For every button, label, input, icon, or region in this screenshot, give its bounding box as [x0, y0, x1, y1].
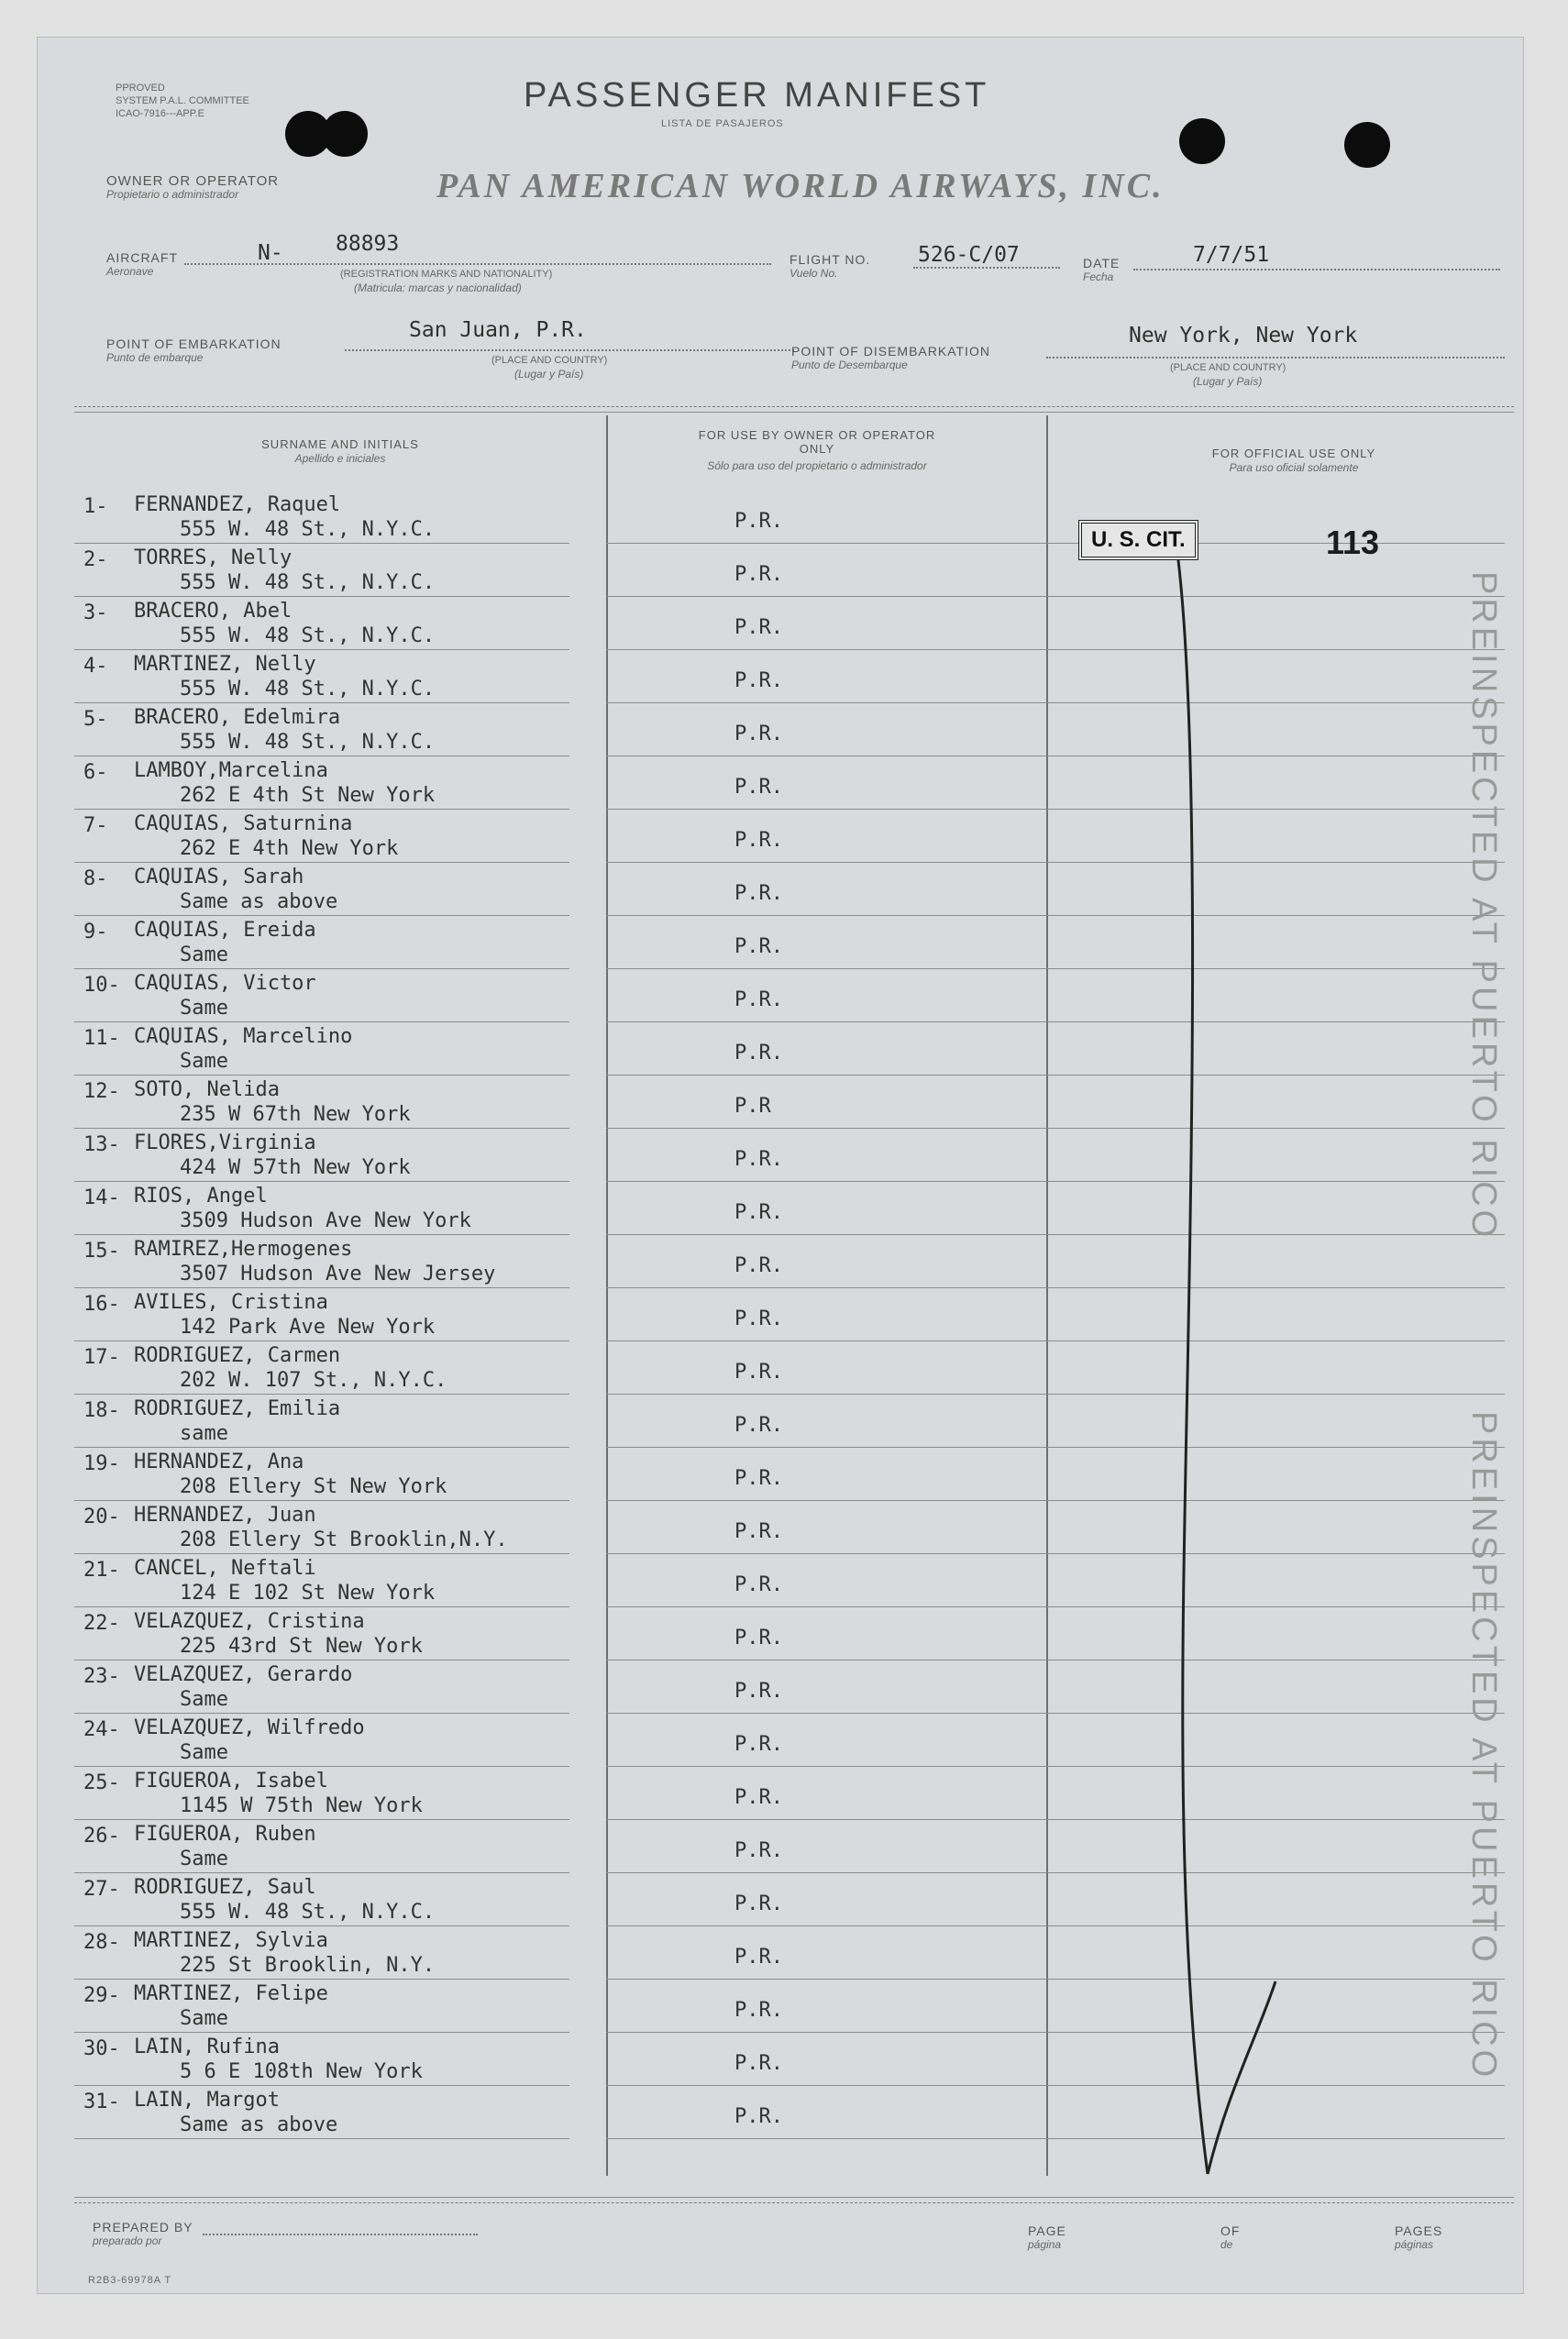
- disembark-underline: [1046, 357, 1505, 359]
- passenger-address: 235 W 67th New York: [180, 1103, 411, 1126]
- preinspected-stamp: PREINSPECTED AT PUERTO RICO: [1464, 571, 1503, 1241]
- operator-mark: P.R.: [734, 616, 783, 639]
- operator-mark: P.R.: [734, 1627, 783, 1649]
- row-number: 12-: [83, 1080, 120, 1103]
- row-rule: [606, 2138, 1505, 2139]
- passenger-address: 555 W. 48 St., N.Y.C.: [180, 518, 436, 541]
- passenger-address: 202 W. 107 St., N.Y.C.: [180, 1369, 447, 1392]
- row-rule: [74, 1394, 569, 1395]
- row-number: 6-: [83, 761, 108, 784]
- passenger-address: 124 E 102 St New York: [180, 1582, 436, 1605]
- row-rule: [606, 649, 1505, 650]
- operator-mark: P.R.: [734, 1148, 783, 1171]
- page-title: PASSENGER MANIFEST: [524, 76, 990, 115]
- row-rule: [74, 1128, 569, 1129]
- column-header-surname-es: Apellido e iniciales: [294, 452, 386, 465]
- embark-underline: [345, 349, 794, 351]
- row-rule: [606, 968, 1505, 969]
- date-label: DATE: [1083, 256, 1121, 270]
- passenger-address: 555 W. 48 St., N.Y.C.: [180, 731, 436, 754]
- passenger-name: LAIN, Rufina: [134, 2036, 280, 2058]
- passenger-address: Same: [180, 997, 228, 1020]
- row-rule: [606, 1925, 1505, 1926]
- passenger-name: VELAZQUEZ, Gerardo: [134, 1663, 353, 1686]
- row-rule: [606, 2032, 1505, 2033]
- column-header-surname: SURNAME AND INITIALS: [261, 437, 419, 451]
- row-rule: [606, 1394, 1505, 1395]
- aircraft-label-es: Aeronave: [106, 265, 154, 278]
- punch-hole-icon: [1344, 122, 1390, 168]
- passenger-address: 555 W. 48 St., N.Y.C.: [180, 624, 436, 647]
- passenger-name: HERNANDEZ, Ana: [134, 1451, 304, 1473]
- row-rule: [74, 1500, 569, 1501]
- row-number: 24-: [83, 1718, 120, 1741]
- passenger-name: CAQUIAS, Victor: [134, 972, 316, 995]
- disembark-note: (PLACE AND COUNTRY): [1170, 362, 1286, 373]
- passenger-name: SOTO, Nelida: [134, 1078, 280, 1101]
- row-number: 10-: [83, 974, 120, 997]
- operator-mark: P.R.: [734, 1414, 783, 1437]
- row-rule: [74, 1872, 569, 1873]
- passenger-address: 424 W 57th New York: [180, 1156, 411, 1179]
- disembark-label: POINT OF DISEMBARKATION: [791, 344, 990, 359]
- row-rule: [74, 915, 569, 916]
- row-rule: [74, 1766, 569, 1767]
- row-rule: [606, 1021, 1505, 1022]
- row-rule: [606, 862, 1505, 863]
- footer-rule: [74, 2197, 1514, 2198]
- flight-value: 526-C/07: [918, 243, 1020, 267]
- passenger-address: 555 W. 48 St., N.Y.C.: [180, 1901, 436, 1924]
- punch-hole-icon: [322, 111, 368, 157]
- row-number: 30-: [83, 2037, 120, 2060]
- passenger-address: 208 Ellery St Brooklin,N.Y.: [180, 1528, 508, 1551]
- embark-note-es: (Lugar y País): [514, 368, 584, 381]
- row-rule: [74, 1234, 569, 1235]
- row-number: 2-: [83, 548, 108, 571]
- row-rule: [606, 1075, 1505, 1076]
- passenger-name: FLORES,Virginia: [134, 1131, 316, 1154]
- passenger-name: RODRIGUEZ, Saul: [134, 1876, 316, 1899]
- row-number: 5-: [83, 708, 108, 731]
- passenger-name: CAQUIAS, Saturnina: [134, 812, 353, 835]
- passenger-address: 208 Ellery St New York: [180, 1475, 447, 1498]
- row-rule: [74, 862, 569, 863]
- aircraft-value: 88893: [336, 232, 400, 256]
- row-number: 16-: [83, 1293, 120, 1316]
- row-rule: [74, 702, 569, 703]
- row-rule: [606, 1872, 1505, 1873]
- row-rule: [606, 1181, 1505, 1182]
- row-rule: [74, 2138, 569, 2139]
- passenger-name: FIGUEROA, Isabel: [134, 1770, 328, 1793]
- operator-mark: P.R.: [734, 1573, 783, 1596]
- disembark-label-es: Punto de Desembarque: [791, 359, 908, 371]
- row-number: 22-: [83, 1612, 120, 1635]
- passenger-name: VELAZQUEZ, Wilfredo: [134, 1716, 365, 1739]
- approval-block: [116, 82, 249, 120]
- date-value: 7/7/51: [1193, 243, 1270, 267]
- row-rule: [74, 809, 569, 810]
- passenger-address: 3509 Hudson Ave New York: [180, 1209, 471, 1232]
- row-rule: [606, 2085, 1505, 2086]
- passenger-name: CANCEL, Neftali: [134, 1557, 316, 1580]
- row-rule: [606, 1819, 1505, 1820]
- row-rule: [74, 1713, 569, 1714]
- operator-mark: P.R.: [734, 1733, 783, 1756]
- operator-mark: P.R.: [734, 563, 783, 586]
- aircraft-label: AIRCRAFT: [106, 250, 178, 265]
- table-top-rule: [74, 412, 1514, 413]
- row-number: 26-: [83, 1825, 120, 1848]
- row-number: 27-: [83, 1878, 120, 1901]
- disembark-note-es: (Lugar y País): [1193, 375, 1263, 388]
- footer-rule: [74, 2202, 1514, 2203]
- row-rule: [606, 1234, 1505, 1235]
- passenger-name: BRACERO, Abel: [134, 600, 293, 623]
- passenger-address: 225 43rd St New York: [180, 1635, 423, 1658]
- operator-mark: P.R.: [734, 1042, 783, 1065]
- row-rule: [74, 1181, 569, 1182]
- passenger-address: 142 Park Ave New York: [180, 1316, 436, 1339]
- approval-line: ICAO-7916---APP.E: [116, 108, 205, 119]
- operator-mark: P.R.: [734, 1307, 783, 1330]
- row-rule: [74, 1287, 569, 1288]
- passenger-address: 262 E 4th St New York: [180, 784, 436, 807]
- passenger-name: RIOS, Angel: [134, 1185, 268, 1208]
- operator-mark: P.R.: [734, 2052, 783, 2075]
- column-header-operator-es: Sólo para uso del propietario o administrador: [707, 459, 927, 472]
- manifest-sheet: [37, 37, 1524, 2294]
- row-rule: [606, 1553, 1505, 1554]
- row-number: 14-: [83, 1186, 120, 1209]
- page-title-es: LISTA DE PASAJEROS: [661, 118, 784, 129]
- approval-line: SYSTEM P.A.L. COMMITTEE: [116, 95, 249, 106]
- prepared-by-underline: [203, 2234, 478, 2235]
- passenger-name: MARTINEZ, Nelly: [134, 653, 316, 676]
- row-number: 19-: [83, 1452, 120, 1475]
- form-code: R2B3-69978A T: [88, 2275, 172, 2286]
- passenger-address: 555 W. 48 St., N.Y.C.: [180, 571, 436, 594]
- punch-hole-icon: [1179, 118, 1225, 164]
- row-number: 18-: [83, 1399, 120, 1422]
- registration-note: (REGISTRATION MARKS AND NATIONALITY): [340, 269, 553, 280]
- operator-mark: P.R.: [734, 1892, 783, 1915]
- row-rule: [74, 1447, 569, 1448]
- table-row: [38, 491, 1523, 545]
- row-number: 9-: [83, 921, 108, 943]
- prepared-by-label-es: preparado por: [93, 2234, 162, 2247]
- passenger-address: 262 E 4th New York: [180, 837, 399, 860]
- row-number: 8-: [83, 867, 108, 890]
- row-rule: [74, 543, 569, 544]
- row-number: 13-: [83, 1133, 120, 1156]
- approval-line: PPROVED: [116, 83, 165, 94]
- row-number: 31-: [83, 2091, 120, 2113]
- row-rule: [606, 1766, 1505, 1767]
- passenger-count: 113: [1326, 524, 1380, 561]
- operator-mark: P.R.: [734, 669, 783, 692]
- passenger-address: 555 W. 48 St., N.Y.C.: [180, 678, 436, 701]
- row-rule: [606, 809, 1505, 810]
- prepared-by-label: PREPARED BY: [93, 2220, 193, 2234]
- passenger-name: CAQUIAS, Ereida: [134, 919, 316, 942]
- passenger-address: Same: [180, 2007, 228, 2030]
- embark-label-es: Punto de embarque: [106, 351, 204, 364]
- row-number: 3-: [83, 601, 108, 624]
- passenger-name: AVILES, Cristina: [134, 1291, 328, 1314]
- owner-label: OWNER OR OPERATOR: [106, 173, 280, 189]
- row-number: 25-: [83, 1771, 120, 1794]
- pages-label-es: páginas: [1395, 2238, 1434, 2251]
- operator-mark: P.R.: [734, 1520, 783, 1543]
- passenger-name: HERNANDEZ, Juan: [134, 1504, 316, 1527]
- flight-underline: [913, 267, 1060, 269]
- passenger-address: 5 6 E 108th New York: [180, 2060, 423, 2083]
- operator-mark: P.R.: [734, 829, 783, 852]
- owner-label-es: Propietario o administrador: [106, 188, 239, 201]
- operator-mark: P.R.: [734, 1999, 783, 2022]
- operator-mark: P.R.: [734, 510, 783, 533]
- aircraft-prefix: N-: [258, 241, 283, 265]
- row-rule: [606, 1128, 1505, 1129]
- row-rule: [606, 915, 1505, 916]
- flight-label: FLIGHT NO.: [790, 252, 871, 267]
- row-rule: [74, 1021, 569, 1022]
- row-rule: [74, 1075, 569, 1076]
- operator-name: PAN AMERICAN WORLD AIRWAYS, INC.: [436, 167, 1165, 205]
- passenger-address: 225 St Brooklin, N.Y.: [180, 1954, 436, 1977]
- passenger-name: FERNANDEZ, Raquel: [134, 493, 341, 516]
- row-number: 1-: [83, 495, 108, 518]
- pages-label: PAGES: [1395, 2223, 1443, 2238]
- row-number: 17-: [83, 1346, 120, 1369]
- passenger-name: VELAZQUEZ, Cristina: [134, 1610, 365, 1633]
- operator-mark: P.R.: [734, 988, 783, 1011]
- row-rule: [74, 968, 569, 969]
- row-rule: [606, 1447, 1505, 1448]
- row-number: 28-: [83, 1931, 120, 1954]
- row-number: 4-: [83, 655, 108, 678]
- operator-mark: P.R.: [734, 1201, 783, 1224]
- aircraft-underline: [184, 263, 771, 265]
- row-rule: [606, 1287, 1505, 1288]
- row-number: 29-: [83, 1984, 120, 2007]
- row-number: 23-: [83, 1665, 120, 1688]
- row-number: 15-: [83, 1240, 120, 1263]
- row-number: 7-: [83, 814, 108, 837]
- passenger-address: 1145 W 75th New York: [180, 1794, 423, 1817]
- passenger-name: RODRIGUEZ, Emilia: [134, 1397, 341, 1420]
- operator-mark: P.R: [734, 1095, 771, 1118]
- row-rule: [74, 1925, 569, 1926]
- operator-mark: P.R.: [734, 723, 783, 745]
- embark-label: POINT OF EMBARKATION: [106, 337, 282, 351]
- passenger-name: MARTINEZ, Sylvia: [134, 1929, 328, 1952]
- column-header-official-es: Para uso oficial solamente: [1229, 461, 1359, 474]
- operator-mark: P.R.: [734, 882, 783, 905]
- passenger-address: 3507 Hudson Ave New Jersey: [180, 1263, 496, 1285]
- row-rule: [74, 2032, 569, 2033]
- registration-note-es: (Matricula: marcas y nacionalidad): [354, 281, 522, 294]
- row-rule: [606, 1979, 1505, 1980]
- row-number: 11-: [83, 1027, 120, 1050]
- passenger-address: Same as above: [180, 2113, 338, 2136]
- operator-mark: P.R.: [734, 1946, 783, 1969]
- row-rule: [606, 702, 1505, 703]
- passenger-name: CAQUIAS, Sarah: [134, 866, 304, 888]
- column-header-operator: FOR USE BY OWNER OR OPERATOR ONLY: [698, 428, 936, 456]
- passenger-address: same: [180, 1422, 228, 1445]
- passenger-name: LAIN, Margot: [134, 2089, 280, 2112]
- embark-value: San Juan, P.R.: [409, 318, 587, 342]
- row-rule: [74, 1819, 569, 1820]
- passenger-name: BRACERO, Edelmira: [134, 706, 341, 729]
- passenger-address: Same: [180, 1688, 228, 1711]
- date-underline: [1133, 269, 1500, 270]
- passenger-name: RODRIGUEZ, Carmen: [134, 1344, 341, 1367]
- row-number: 21-: [83, 1559, 120, 1582]
- operator-mark: P.R.: [734, 776, 783, 799]
- preinspected-stamp: PREINSPECTED AT PUERTO RICO: [1464, 1411, 1503, 2081]
- passenger-address: Same: [180, 943, 228, 966]
- operator-mark: P.R.: [734, 1467, 783, 1490]
- of-label-es: de: [1220, 2238, 1233, 2251]
- embark-note: (PLACE AND COUNTRY): [491, 355, 608, 366]
- operator-mark: P.R.: [734, 1786, 783, 1809]
- operator-mark: P.R.: [734, 2105, 783, 2128]
- date-label-es: Fecha: [1083, 270, 1114, 283]
- us-citizen-stamp: U. S. CIT.: [1078, 520, 1198, 560]
- passenger-address: Same: [180, 1848, 228, 1870]
- row-rule: [74, 1553, 569, 1554]
- row-rule: [74, 2085, 569, 2086]
- passenger-name: MARTINEZ, Felipe: [134, 1982, 328, 2005]
- row-rule: [606, 1606, 1505, 1607]
- row-rule: [74, 649, 569, 650]
- row-rule: [74, 596, 569, 597]
- row-rule: [606, 1500, 1505, 1501]
- of-label: OF: [1220, 2223, 1241, 2238]
- passenger-name: RAMIREZ,Hermogenes: [134, 1238, 353, 1261]
- page-label: PAGE: [1028, 2223, 1066, 2238]
- flight-label-es: Vuelo No.: [790, 267, 838, 280]
- check-mark-icon: [1120, 551, 1340, 2192]
- operator-mark: P.R.: [734, 1839, 783, 1862]
- operator-mark: P.R.: [734, 1254, 783, 1277]
- passenger-address: Same: [180, 1741, 228, 1764]
- column-header-official: FOR OFFICIAL USE ONLY: [1211, 447, 1376, 460]
- row-number: 20-: [83, 1506, 120, 1528]
- operator-mark: P.R.: [734, 1361, 783, 1384]
- row-rule: [606, 596, 1505, 597]
- page-label-es: página: [1028, 2238, 1062, 2251]
- passenger-address: Same: [180, 1050, 228, 1073]
- passenger-name: CAQUIAS, Marcelino: [134, 1025, 353, 1048]
- passenger-name: FIGUEROA, Ruben: [134, 1823, 316, 1846]
- table-top-rule: [74, 406, 1514, 407]
- row-rule: [74, 1606, 569, 1607]
- passenger-name: TORRES, Nelly: [134, 546, 293, 569]
- operator-mark: P.R.: [734, 1680, 783, 1703]
- passenger-address: Same as above: [180, 890, 338, 913]
- row-rule: [606, 1713, 1505, 1714]
- passenger-name: LAMBOY,Marcelina: [134, 759, 328, 782]
- operator-mark: P.R.: [734, 935, 783, 958]
- disembark-value: New York, New York: [1129, 324, 1358, 348]
- row-rule: [74, 1979, 569, 1980]
